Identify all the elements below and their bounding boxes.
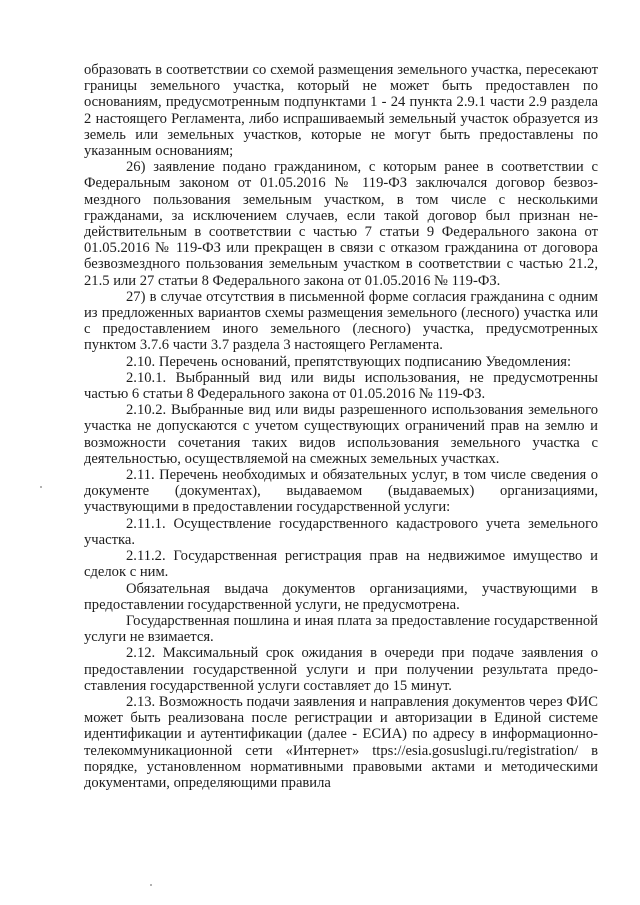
paragraph-2-11-1: 2.11.1. Осуществление государственного кадастрового учета земельного участка.	[84, 515, 598, 548]
document-page	[84, 62, 598, 791]
paragraph-2-10: 2.10. Перечень оснований, препятствующих подписанию Уведомления:	[126, 353, 572, 370]
paragraph-2-10-2: 2.10.2. Выбранные вид или виды разрешенного использования земельного участка не допускаются с учетом существующих ограничений прав на землю и возможности сочетания таких видов использования земельного участка с деятельностью, осуществляемой на смежных земельных участках.	[84, 402, 598, 467]
paragraph-item-27: 27) в случае отсутствия в письменной форме согласия гражданина с одним из предложенных вариантов схемы размещения земельного (лесного) участка или с предоставлением иного земельного (лесного) участка, предусмотренных пунктом 3.7.6 части 3.7 раздела 3 настоящего Регламента.	[84, 288, 598, 354]
paragraph-mandatory-issuance: Обязательная выдача документов организациями, участвующими в предоставлении государственной услуги, не предусмотрена.	[84, 580, 598, 613]
paragraph-2-10-1: 2.10.1. Выбранный вид или виды использования, не предусмотренны частью 6 статьи 8 Федерального закона от 01.05.2016 № 119-ФЗ.	[84, 369, 598, 403]
paragraph-2-11: 2.11. Перечень необходимых и обязательных услуг, в том числе сведения о документе (документах), выдаваемом (выдаваемых) организациями, участвующими в предоставлении государственной услуги:	[84, 467, 598, 516]
paragraph-2-12: 2.12. Максимальный срок ожидания в очереди при подаче заявления о предоставлении государственной услуги и при получении результата предоставления государственной услуги составляет до 15 минут.	[84, 645, 598, 694]
paragraph-state-duty: Государственная пошлина и иная плата за предоставление государственной услуги не взимается.	[84, 612, 598, 646]
scan-speck	[40, 486, 42, 488]
paragraph-2-13: 2.13. Возможность подачи заявления и направления документов через ФИС может быть реализована после регистрации и авторизации в Единой системе идентификации и аутентификации (далее - ЕСИА) по адресу в информационно-телекоммуникационной сети «Интернет» ttps://esia.gosuslugi.ru/registration/ в порядке, установленном нормативными правовыми актами и методическими документами, определяющими правила	[84, 693, 598, 791]
paragraph-2-11-2: 2.11.2. Государственная регистрация прав на недвижимое имущество и сделок с ним.	[84, 548, 598, 581]
scan-speck	[150, 884, 152, 886]
paragraph-item-26: 26) заявление подано гражданином, с которым ранее в соответствии с Федеральным законом от 01.05.2016 № 119-ФЗ заключался договор безвозмездного пользования земельным участком, в том числе с несколькими гражданами, за исключением случаев, если такой договор был признан недействительным в соответствии с частью 7 статьи 9 Федерального закона от 01.05.2016 № 119-ФЗ или прекращен в связи с отказом гражданина от договора безвозмездного пользования земельным участком в соответствии с частью 21.2, 21.5 или 27 статьи 8 Федерального закона от 01.05.2016 № 119-ФЗ.	[84, 159, 598, 289]
paragraph-continuation: образовать в соответствии со схемой размещения земельного участка, пересекают границы земельного участка, который не может быть предоставлен по основаниям, предусмотренным подпунктами 1 - 24 пункта 2.9.1 части 2.9 раздела 2 настоящего Регламента, либо испрашиваемый земельный участок образуется из земель или земельных участков, которые не могут быть предоставлены по указанным основаниям;	[84, 62, 598, 160]
